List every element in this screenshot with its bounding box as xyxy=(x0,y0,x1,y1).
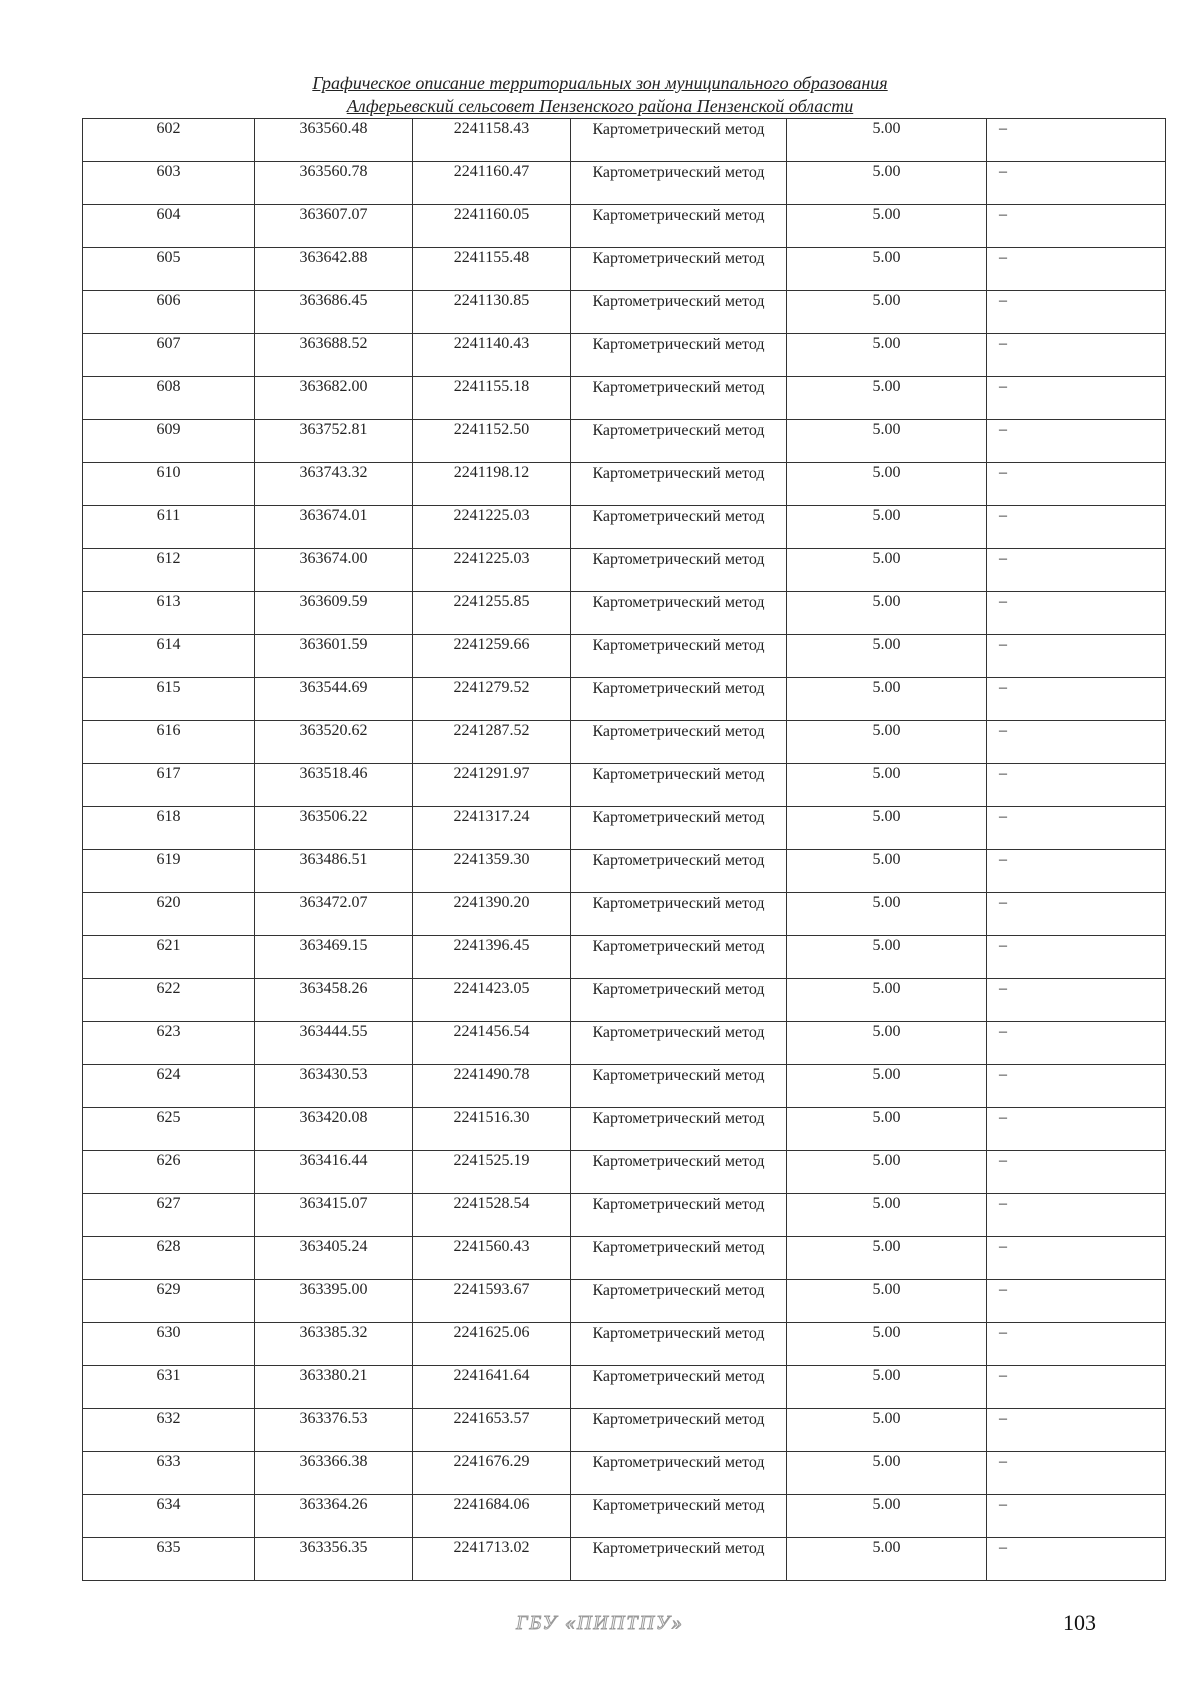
y-coordinate-cell: 2241516.30 xyxy=(413,1108,571,1151)
method-cell xyxy=(571,506,787,549)
table-row xyxy=(83,248,1166,291)
method-text: Картометрический метод xyxy=(592,1196,765,1213)
x-coordinate-cell: 363458.26 xyxy=(255,979,413,1022)
point-number-cell: 608 xyxy=(83,377,255,420)
header-line-1: Графическое описание территориальных зон муниципального образования xyxy=(312,73,888,93)
description-cell: – xyxy=(987,420,1166,463)
method-text: Картометрический метод xyxy=(592,1067,765,1084)
method-cell xyxy=(571,377,787,420)
point-number-cell: 611 xyxy=(83,506,255,549)
description-cell: – xyxy=(987,678,1166,721)
point-number-cell: 615 xyxy=(83,678,255,721)
x-coordinate-cell: 363560.48 xyxy=(255,119,413,162)
y-coordinate-cell: 2241676.29 xyxy=(413,1452,571,1495)
method-text: Картометрический метод xyxy=(592,1454,765,1471)
description-cell: – xyxy=(987,893,1166,936)
x-coordinate-cell: 363752.81 xyxy=(255,420,413,463)
table-row xyxy=(83,936,1166,979)
table-row xyxy=(83,635,1166,678)
table-row xyxy=(83,1495,1166,1538)
x-coordinate-cell: 363380.21 xyxy=(255,1366,413,1409)
y-coordinate-cell: 2241255.85 xyxy=(413,592,571,635)
method-cell xyxy=(571,1108,787,1151)
x-coordinate-cell: 363743.32 xyxy=(255,463,413,506)
point-number-cell: 631 xyxy=(83,1366,255,1409)
point-number-cell: 621 xyxy=(83,936,255,979)
point-number-cell: 627 xyxy=(83,1194,255,1237)
point-number-cell: 632 xyxy=(83,1409,255,1452)
accuracy-cell: 5.00 xyxy=(787,807,987,850)
description-cell: – xyxy=(987,1108,1166,1151)
method-cell xyxy=(571,592,787,635)
method-cell xyxy=(571,893,787,936)
y-coordinate-cell: 2241396.45 xyxy=(413,936,571,979)
accuracy-cell: 5.00 xyxy=(787,162,987,205)
method-text: Картометрический метод xyxy=(592,336,765,353)
point-number-cell: 625 xyxy=(83,1108,255,1151)
accuracy-cell: 5.00 xyxy=(787,1237,987,1280)
x-coordinate-cell: 363682.00 xyxy=(255,377,413,420)
x-coordinate-cell: 363486.51 xyxy=(255,850,413,893)
point-number-cell: 620 xyxy=(83,893,255,936)
point-number-cell: 616 xyxy=(83,721,255,764)
accuracy-cell: 5.00 xyxy=(787,205,987,248)
table-row xyxy=(83,1065,1166,1108)
point-number-cell: 605 xyxy=(83,248,255,291)
document-header xyxy=(0,72,1200,118)
method-text: Картометрический метод xyxy=(592,250,765,267)
method-cell xyxy=(571,1237,787,1280)
method-cell xyxy=(571,807,787,850)
x-coordinate-cell: 363560.78 xyxy=(255,162,413,205)
method-cell xyxy=(571,1022,787,1065)
method-cell xyxy=(571,1151,787,1194)
coordinates-table xyxy=(82,118,1166,1581)
table-row xyxy=(83,1538,1166,1581)
x-coordinate-cell: 363356.35 xyxy=(255,1538,413,1581)
method-text: Картометрический метод xyxy=(592,895,765,912)
table-row xyxy=(83,1151,1166,1194)
method-text: Картометрический метод xyxy=(592,981,765,998)
table-row xyxy=(83,1194,1166,1237)
accuracy-cell: 5.00 xyxy=(787,635,987,678)
y-coordinate-cell: 2241198.12 xyxy=(413,463,571,506)
description-cell: – xyxy=(987,936,1166,979)
method-cell xyxy=(571,678,787,721)
accuracy-cell: 5.00 xyxy=(787,1065,987,1108)
method-cell xyxy=(571,1065,787,1108)
method-cell xyxy=(571,334,787,377)
point-number-cell: 628 xyxy=(83,1237,255,1280)
accuracy-cell: 5.00 xyxy=(787,377,987,420)
description-cell: – xyxy=(987,506,1166,549)
method-text: Картометрический метод xyxy=(592,1540,765,1557)
method-text: Картометрический метод xyxy=(592,1153,765,1170)
accuracy-cell: 5.00 xyxy=(787,420,987,463)
table-row xyxy=(83,119,1166,162)
y-coordinate-cell: 2241155.48 xyxy=(413,248,571,291)
method-text: Картометрический метод xyxy=(592,809,765,826)
point-number-cell: 618 xyxy=(83,807,255,850)
point-number-cell: 623 xyxy=(83,1022,255,1065)
y-coordinate-cell: 2241525.19 xyxy=(413,1151,571,1194)
x-coordinate-cell: 363385.32 xyxy=(255,1323,413,1366)
description-cell: – xyxy=(987,721,1166,764)
x-coordinate-cell: 363520.62 xyxy=(255,721,413,764)
description-cell: – xyxy=(987,205,1166,248)
y-coordinate-cell: 2241130.85 xyxy=(413,291,571,334)
accuracy-cell: 5.00 xyxy=(787,506,987,549)
accuracy-cell: 5.00 xyxy=(787,334,987,377)
table-row xyxy=(83,1237,1166,1280)
accuracy-cell: 5.00 xyxy=(787,850,987,893)
header-line-2: Алферьевский сельсовет Пензенского района Пензенской области xyxy=(346,96,854,116)
point-number-cell: 635 xyxy=(83,1538,255,1581)
footer-organization: ГБУ «ПИПТПУ» xyxy=(516,1612,684,1634)
x-coordinate-cell: 363376.53 xyxy=(255,1409,413,1452)
accuracy-cell: 5.00 xyxy=(787,1108,987,1151)
y-coordinate-cell: 2241641.64 xyxy=(413,1366,571,1409)
description-cell: – xyxy=(987,1194,1166,1237)
x-coordinate-cell: 363420.08 xyxy=(255,1108,413,1151)
description-cell: – xyxy=(987,291,1166,334)
accuracy-cell: 5.00 xyxy=(787,721,987,764)
y-coordinate-cell: 2241560.43 xyxy=(413,1237,571,1280)
point-number-cell: 612 xyxy=(83,549,255,592)
description-cell: – xyxy=(987,1538,1166,1581)
y-coordinate-cell: 2241593.67 xyxy=(413,1280,571,1323)
table-row xyxy=(83,1280,1166,1323)
accuracy-cell: 5.00 xyxy=(787,764,987,807)
table-row xyxy=(83,721,1166,764)
method-text: Картометрический метод xyxy=(592,1497,765,1514)
y-coordinate-cell: 2241390.20 xyxy=(413,893,571,936)
page-number: 103 xyxy=(1063,1610,1096,1635)
method-cell xyxy=(571,979,787,1022)
description-cell: – xyxy=(987,463,1166,506)
method-cell xyxy=(571,1538,787,1581)
table-row xyxy=(83,1323,1166,1366)
method-cell xyxy=(571,1323,787,1366)
point-number-cell: 606 xyxy=(83,291,255,334)
accuracy-cell: 5.00 xyxy=(787,1452,987,1495)
method-text: Картометрический метод xyxy=(592,121,765,138)
table-row xyxy=(83,893,1166,936)
point-number-cell: 614 xyxy=(83,635,255,678)
y-coordinate-cell: 2241160.47 xyxy=(413,162,571,205)
accuracy-cell: 5.00 xyxy=(787,979,987,1022)
method-cell xyxy=(571,721,787,764)
y-coordinate-cell: 2241287.52 xyxy=(413,721,571,764)
method-text: Картометрический метод xyxy=(592,938,765,955)
x-coordinate-cell: 363506.22 xyxy=(255,807,413,850)
table-row xyxy=(83,205,1166,248)
description-cell: – xyxy=(987,1065,1166,1108)
table-row xyxy=(83,850,1166,893)
description-cell: – xyxy=(987,592,1166,635)
accuracy-cell: 5.00 xyxy=(787,678,987,721)
x-coordinate-cell: 363544.69 xyxy=(255,678,413,721)
description-cell: – xyxy=(987,1409,1166,1452)
method-text: Картометрический метод xyxy=(592,680,765,697)
description-cell: – xyxy=(987,1366,1166,1409)
method-cell xyxy=(571,1280,787,1323)
accuracy-cell: 5.00 xyxy=(787,463,987,506)
method-cell xyxy=(571,420,787,463)
method-text: Картометрический метод xyxy=(592,594,765,611)
method-text: Картометрический метод xyxy=(592,766,765,783)
y-coordinate-cell: 2241155.18 xyxy=(413,377,571,420)
point-number-cell: 624 xyxy=(83,1065,255,1108)
point-number-cell: 626 xyxy=(83,1151,255,1194)
method-text: Картометрический метод xyxy=(592,723,765,740)
method-text: Картометрический метод xyxy=(592,1282,765,1299)
accuracy-cell: 5.00 xyxy=(787,1366,987,1409)
x-coordinate-cell: 363674.00 xyxy=(255,549,413,592)
y-coordinate-cell: 2241528.54 xyxy=(413,1194,571,1237)
method-text: Картометрический метод xyxy=(592,852,765,869)
method-text: Картометрический метод xyxy=(592,465,765,482)
y-coordinate-cell: 2241160.05 xyxy=(413,205,571,248)
method-text: Картометрический метод xyxy=(592,637,765,654)
method-cell xyxy=(571,1194,787,1237)
accuracy-cell: 5.00 xyxy=(787,248,987,291)
description-cell: – xyxy=(987,377,1166,420)
table-row xyxy=(83,979,1166,1022)
method-cell xyxy=(571,119,787,162)
description-cell: – xyxy=(987,807,1166,850)
table-row xyxy=(83,1022,1166,1065)
description-cell: – xyxy=(987,334,1166,377)
y-coordinate-cell: 2241490.78 xyxy=(413,1065,571,1108)
y-coordinate-cell: 2241713.02 xyxy=(413,1538,571,1581)
y-coordinate-cell: 2241291.97 xyxy=(413,764,571,807)
x-coordinate-cell: 363469.15 xyxy=(255,936,413,979)
point-number-cell: 609 xyxy=(83,420,255,463)
accuracy-cell: 5.00 xyxy=(787,549,987,592)
table-row xyxy=(83,420,1166,463)
table-row xyxy=(83,678,1166,721)
method-cell xyxy=(571,1409,787,1452)
method-text: Картометрический метод xyxy=(592,164,765,181)
point-number-cell: 634 xyxy=(83,1495,255,1538)
x-coordinate-cell: 363686.45 xyxy=(255,291,413,334)
y-coordinate-cell: 2241317.24 xyxy=(413,807,571,850)
point-number-cell: 603 xyxy=(83,162,255,205)
y-coordinate-cell: 2241152.50 xyxy=(413,420,571,463)
y-coordinate-cell: 2241140.43 xyxy=(413,334,571,377)
method-cell xyxy=(571,248,787,291)
method-text: Картометрический метод xyxy=(592,1325,765,1342)
method-text: Картометрический метод xyxy=(592,207,765,224)
description-cell: – xyxy=(987,1151,1166,1194)
method-text: Картометрический метод xyxy=(592,508,765,525)
x-coordinate-cell: 363688.52 xyxy=(255,334,413,377)
table-row xyxy=(83,1409,1166,1452)
description-cell: – xyxy=(987,1280,1166,1323)
y-coordinate-cell: 2241423.05 xyxy=(413,979,571,1022)
method-cell xyxy=(571,291,787,334)
description-cell: – xyxy=(987,119,1166,162)
point-number-cell: 633 xyxy=(83,1452,255,1495)
table-row xyxy=(83,1366,1166,1409)
table-row xyxy=(83,1108,1166,1151)
description-cell: – xyxy=(987,764,1166,807)
method-text: Картометрический метод xyxy=(592,1411,765,1428)
description-cell: – xyxy=(987,1022,1166,1065)
table-row xyxy=(83,291,1166,334)
x-coordinate-cell: 363364.26 xyxy=(255,1495,413,1538)
x-coordinate-cell: 363472.07 xyxy=(255,893,413,936)
x-coordinate-cell: 363607.07 xyxy=(255,205,413,248)
table-row xyxy=(83,549,1166,592)
method-text: Картометрический метод xyxy=(592,551,765,568)
x-coordinate-cell: 363601.59 xyxy=(255,635,413,678)
y-coordinate-cell: 2241684.06 xyxy=(413,1495,571,1538)
table-row xyxy=(83,463,1166,506)
accuracy-cell: 5.00 xyxy=(787,291,987,334)
point-number-cell: 622 xyxy=(83,979,255,1022)
description-cell: – xyxy=(987,979,1166,1022)
point-number-cell: 617 xyxy=(83,764,255,807)
method-text: Картометрический метод xyxy=(592,422,765,439)
point-number-cell: 607 xyxy=(83,334,255,377)
table-row xyxy=(83,334,1166,377)
x-coordinate-cell: 363444.55 xyxy=(255,1022,413,1065)
method-cell xyxy=(571,1452,787,1495)
x-coordinate-cell: 363416.44 xyxy=(255,1151,413,1194)
accuracy-cell: 5.00 xyxy=(787,1280,987,1323)
method-cell xyxy=(571,205,787,248)
table-row xyxy=(83,1452,1166,1495)
method-cell xyxy=(571,1366,787,1409)
table-row xyxy=(83,506,1166,549)
description-cell: – xyxy=(987,850,1166,893)
x-coordinate-cell: 363674.01 xyxy=(255,506,413,549)
x-coordinate-cell: 363609.59 xyxy=(255,592,413,635)
x-coordinate-cell: 363405.24 xyxy=(255,1237,413,1280)
x-coordinate-cell: 363518.46 xyxy=(255,764,413,807)
x-coordinate-cell: 363642.88 xyxy=(255,248,413,291)
point-number-cell: 610 xyxy=(83,463,255,506)
method-text: Картометрический метод xyxy=(592,1239,765,1256)
accuracy-cell: 5.00 xyxy=(787,1151,987,1194)
description-cell: – xyxy=(987,635,1166,678)
x-coordinate-cell: 363366.38 xyxy=(255,1452,413,1495)
description-cell: – xyxy=(987,549,1166,592)
coordinates-table-body xyxy=(83,119,1166,1581)
table-row xyxy=(83,764,1166,807)
accuracy-cell: 5.00 xyxy=(787,592,987,635)
method-cell xyxy=(571,635,787,678)
y-coordinate-cell: 2241259.66 xyxy=(413,635,571,678)
description-cell: – xyxy=(987,1452,1166,1495)
table-row xyxy=(83,807,1166,850)
method-cell xyxy=(571,463,787,506)
point-number-cell: 613 xyxy=(83,592,255,635)
x-coordinate-cell: 363395.00 xyxy=(255,1280,413,1323)
y-coordinate-cell: 2241158.43 xyxy=(413,119,571,162)
method-cell xyxy=(571,549,787,592)
point-number-cell: 629 xyxy=(83,1280,255,1323)
method-text: Картометрический метод xyxy=(592,379,765,396)
description-cell: – xyxy=(987,1237,1166,1280)
point-number-cell: 619 xyxy=(83,850,255,893)
accuracy-cell: 5.00 xyxy=(787,1194,987,1237)
description-cell: – xyxy=(987,1495,1166,1538)
y-coordinate-cell: 2241279.52 xyxy=(413,678,571,721)
accuracy-cell: 5.00 xyxy=(787,1538,987,1581)
method-text: Картометрический метод xyxy=(592,293,765,310)
point-number-cell: 602 xyxy=(83,119,255,162)
description-cell: – xyxy=(987,1323,1166,1366)
method-text: Картометрический метод xyxy=(592,1024,765,1041)
y-coordinate-cell: 2241225.03 xyxy=(413,549,571,592)
y-coordinate-cell: 2241359.30 xyxy=(413,850,571,893)
method-cell xyxy=(571,764,787,807)
accuracy-cell: 5.00 xyxy=(787,1409,987,1452)
method-cell xyxy=(571,936,787,979)
x-coordinate-cell: 363430.53 xyxy=(255,1065,413,1108)
x-coordinate-cell: 363415.07 xyxy=(255,1194,413,1237)
y-coordinate-cell: 2241225.03 xyxy=(413,506,571,549)
accuracy-cell: 5.00 xyxy=(787,893,987,936)
description-cell: – xyxy=(987,162,1166,205)
table-row xyxy=(83,162,1166,205)
method-text: Картометрический метод xyxy=(592,1368,765,1385)
method-text: Картометрический метод xyxy=(592,1110,765,1127)
accuracy-cell: 5.00 xyxy=(787,1495,987,1538)
method-cell xyxy=(571,1495,787,1538)
accuracy-cell: 5.00 xyxy=(787,936,987,979)
y-coordinate-cell: 2241456.54 xyxy=(413,1022,571,1065)
accuracy-cell: 5.00 xyxy=(787,1323,987,1366)
accuracy-cell: 5.00 xyxy=(787,119,987,162)
method-cell xyxy=(571,162,787,205)
description-cell: – xyxy=(987,248,1166,291)
method-cell xyxy=(571,850,787,893)
table-row xyxy=(83,592,1166,635)
accuracy-cell: 5.00 xyxy=(787,1022,987,1065)
table-row xyxy=(83,377,1166,420)
y-coordinate-cell: 2241653.57 xyxy=(413,1409,571,1452)
y-coordinate-cell: 2241625.06 xyxy=(413,1323,571,1366)
point-number-cell: 604 xyxy=(83,205,255,248)
point-number-cell: 630 xyxy=(83,1323,255,1366)
